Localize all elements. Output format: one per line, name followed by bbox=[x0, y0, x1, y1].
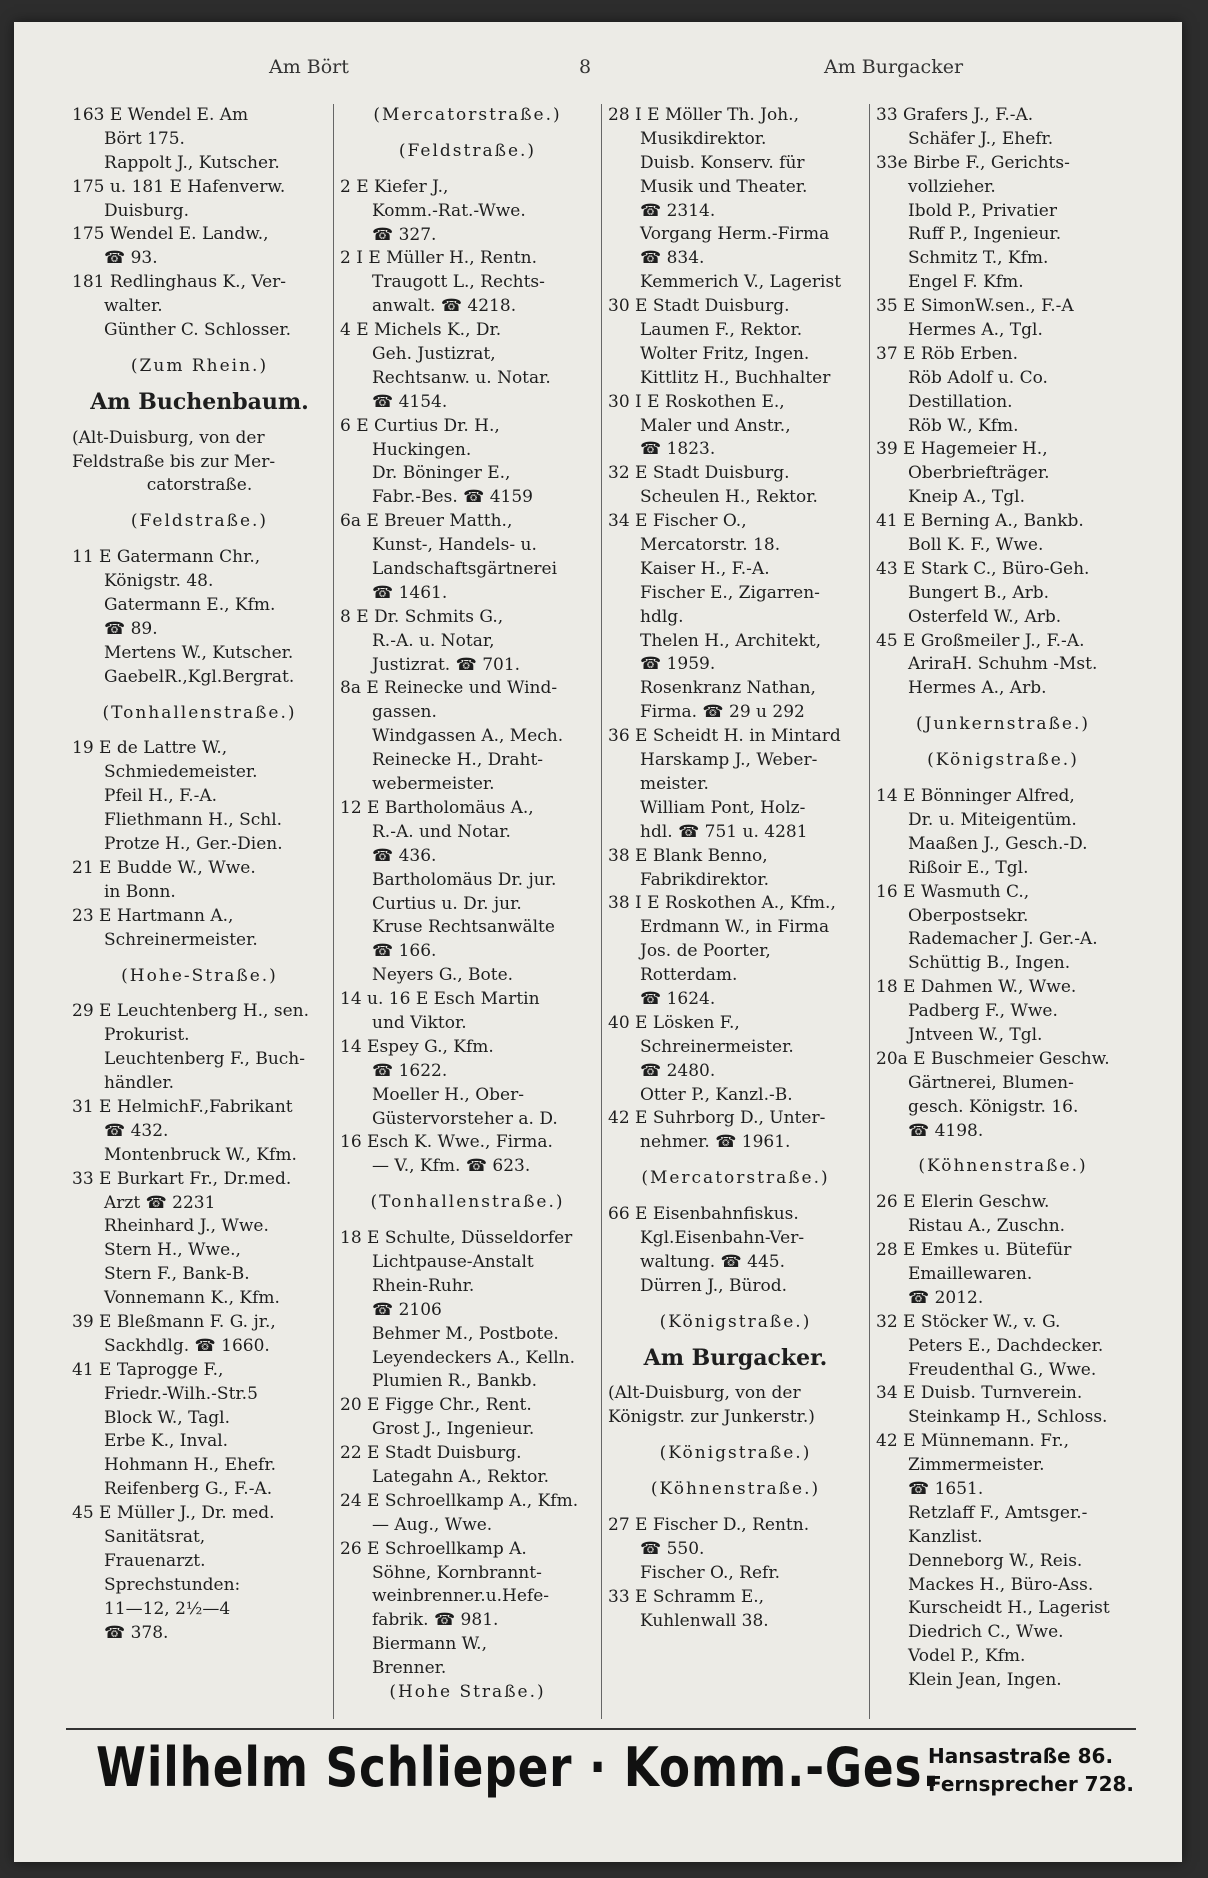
directory-line: Zimmermeister. bbox=[908, 1455, 1045, 1476]
spacer bbox=[608, 1299, 863, 1311]
directory-line: Bungert B., Arb. bbox=[908, 582, 1050, 603]
spacer bbox=[340, 1215, 595, 1227]
directory-line: Rhein-Ruhr. bbox=[372, 1275, 475, 1296]
spacer bbox=[876, 773, 1130, 785]
directory-line: Rechtsanw. u. Notar. bbox=[372, 367, 551, 388]
directory-line: Günther C. Schlosser. bbox=[104, 320, 292, 341]
directory-line: ☎ 166. bbox=[372, 941, 437, 962]
directory-line: AriraH. Schuhm -Mst. bbox=[908, 654, 1098, 675]
directory-line: ☎ 1651. bbox=[908, 1478, 984, 1499]
advertiser-contact bbox=[928, 1742, 1134, 1798]
directory-line: Duisburg. bbox=[104, 200, 189, 221]
directory-line: (Königstraße.) bbox=[927, 750, 1079, 771]
directory-line: (Tonhallenstraße.) bbox=[102, 702, 297, 723]
directory-line: Bört 175. bbox=[104, 128, 185, 149]
directory-line: Freudenthal G., Wwe. bbox=[908, 1359, 1097, 1380]
directory-line: 2 I E Müller H., Rentn. bbox=[340, 248, 538, 269]
directory-line: Traugott L., Rechts- bbox=[372, 272, 545, 293]
directory-line: Behmer M., Postbote. bbox=[372, 1323, 559, 1344]
spacer bbox=[340, 1179, 595, 1191]
spacer bbox=[72, 534, 327, 546]
directory-line: Fabr.-Bes. ☎ 4159 bbox=[372, 487, 533, 508]
directory-line: William Pont, Holz- bbox=[640, 797, 806, 818]
directory-line: 4 E Michels K., Dr. bbox=[340, 320, 502, 341]
directory-line: ☎ 2314. bbox=[640, 200, 716, 221]
directory-line: Schäfer J., Ehefr. bbox=[908, 128, 1054, 149]
directory-line: (Köhnenstraße.) bbox=[650, 1479, 821, 1500]
directory-line: Diedrich C., Wwe. bbox=[908, 1622, 1064, 1643]
directory-line: Schmitz T., Kfm. bbox=[908, 248, 1049, 269]
directory-line: Kunst-, Handels- u. bbox=[372, 535, 537, 556]
directory-line: gassen. bbox=[372, 702, 437, 723]
directory-line: ☎ 1823. bbox=[640, 439, 716, 460]
spacer bbox=[608, 1502, 863, 1514]
directory-line: ☎ 2106 bbox=[372, 1299, 442, 1320]
directory-line: Rappolt J., Kutscher. bbox=[104, 152, 280, 173]
spacer bbox=[608, 1191, 863, 1203]
directory-line: Lategahn A., Rektor. bbox=[372, 1466, 550, 1487]
directory-line: (Junkernstraße.) bbox=[915, 714, 1091, 735]
directory-line: Otter P., Kanzl.-B. bbox=[640, 1084, 793, 1105]
directory-line: R.-A. u. Notar, bbox=[372, 630, 495, 651]
directory-line: Hermes A., Tgl. bbox=[908, 320, 1043, 341]
footer-rule bbox=[66, 1728, 1136, 1730]
directory-line: meister. bbox=[640, 773, 709, 794]
directory-line: in Bonn. bbox=[104, 881, 176, 902]
directory-line: Steinkamp H., Schloss. bbox=[908, 1407, 1108, 1428]
directory-line: 38 I E Roskothen A., Kfm., bbox=[608, 893, 836, 914]
directory-line: Dürren J., Bürod. bbox=[640, 1275, 788, 1296]
directory-line: Geh. Justizrat, bbox=[372, 344, 496, 365]
directory-line: 11—12, 2½—4 bbox=[104, 1598, 231, 1619]
directory-line: catorstraße. bbox=[146, 475, 253, 496]
directory-line: 26 E Elerin Geschw. bbox=[876, 1192, 1050, 1213]
directory-line: webermeister. bbox=[372, 774, 495, 795]
directory-line: Erdmann W., in Firma bbox=[640, 917, 830, 938]
directory-line: Osterfeld W., Arb. bbox=[908, 606, 1062, 627]
directory-line: Mackes H., Büro-Ass. bbox=[908, 1574, 1094, 1595]
directory-line: 42 E Münnemann. Fr., bbox=[876, 1431, 1069, 1452]
spacer bbox=[72, 415, 327, 427]
directory-line: 14 u. 16 E Esch Martin bbox=[340, 989, 540, 1010]
directory-line: Reinecke H., Draht- bbox=[372, 750, 544, 771]
spacer bbox=[876, 701, 1130, 713]
directory-line: 8a E Reinecke und Wind- bbox=[340, 678, 558, 699]
directory-line: (Mercatorstraße.) bbox=[373, 105, 562, 125]
directory-line: Schreinermeister. bbox=[640, 1036, 794, 1057]
directory-line: Schüttig B., Ingen. bbox=[908, 953, 1071, 974]
directory-line: 18 E Dahmen W., Wwe. bbox=[876, 977, 1077, 998]
directory-line: Ibold P., Privatier bbox=[908, 200, 1057, 221]
directory-line: 163 E Wendel E. Am bbox=[72, 105, 249, 125]
header-right: Am Burgacker bbox=[824, 56, 964, 78]
spacer bbox=[876, 737, 1130, 749]
directory-line: 26 E Schroellkamp A. bbox=[340, 1538, 527, 1559]
directory-line: 45 E Großmeiler J., F.-A. bbox=[876, 630, 1085, 651]
directory-line: weinbrenner.u.Hefe- bbox=[372, 1586, 550, 1607]
directory-line: Güstervorsteher a. D. bbox=[372, 1108, 558, 1129]
directory-line: Kgl.Eisenbahn-Ver- bbox=[640, 1227, 805, 1248]
directory-line: Königstr. zur Junkerstr.) bbox=[608, 1407, 815, 1428]
directory-line: Röb Adolf u. Co. bbox=[908, 367, 1048, 388]
spacer bbox=[876, 1179, 1130, 1191]
directory-line: (Köhnenstraße.) bbox=[918, 1156, 1088, 1177]
spacer bbox=[608, 1155, 863, 1167]
directory-line: 33 E Schramm E., bbox=[608, 1586, 765, 1607]
directory-line: ☎ 89. bbox=[104, 618, 158, 639]
directory-line: Prokurist. bbox=[104, 1025, 190, 1046]
directory-line: ☎ 1461. bbox=[372, 582, 448, 603]
directory-line: Ruff P., Ingenieur. bbox=[908, 224, 1062, 245]
directory-line: 43 E Stark C., Büro-Geh. bbox=[876, 558, 1090, 579]
directory-line: 14 Espey G., Kfm. bbox=[340, 1036, 494, 1057]
directory-line: Gatermann E., Kfm. bbox=[104, 595, 276, 616]
directory-line: Grost J., Ingenieur. bbox=[372, 1419, 535, 1440]
directory-line: 20 E Figge Chr., Rent. bbox=[340, 1395, 532, 1416]
directory-line: Maaßen J., Gesch.-D. bbox=[908, 833, 1088, 854]
spacer bbox=[72, 343, 327, 355]
advertiser-brand: Wilhelm Schlieper · Komm.-Ges. bbox=[96, 1736, 941, 1799]
directory-line: waltung. ☎ 445. bbox=[640, 1251, 785, 1272]
directory-line: 33 E Burkart Fr., Dr.med. bbox=[72, 1168, 292, 1189]
directory-line: Friedr.-Wilh.-Str.5 bbox=[104, 1383, 258, 1404]
directory-line: 24 E Schroellkamp A., Kfm. bbox=[340, 1490, 579, 1511]
directory-line: Rißoir E., Tgl. bbox=[908, 857, 1029, 878]
directory-line: Vonnemann K., Kfm. bbox=[104, 1288, 280, 1309]
directory-line: Scheulen H., Rektor. bbox=[640, 487, 818, 508]
directory-line: Hohmann H., Ehefr. bbox=[104, 1455, 276, 1476]
directory-line: (Feldstraße.) bbox=[130, 511, 269, 532]
directory-line: 21 E Budde W., Wwe. bbox=[72, 857, 256, 878]
directory-line: Protze H., Ger.-Dien. bbox=[104, 834, 283, 855]
directory-line: (Hohe-Straße.) bbox=[121, 965, 278, 986]
directory-line: ☎ 1959. bbox=[640, 654, 716, 675]
directory-line: Sanitätsrat, bbox=[104, 1526, 206, 1547]
directory-line: Mertens W., Kutscher. bbox=[104, 642, 294, 663]
directory-line: Schreinermeister. bbox=[104, 929, 258, 950]
directory-line: Rotterdam. bbox=[640, 965, 738, 986]
directory-line: hdlg. bbox=[640, 606, 684, 627]
directory-line: Lichtpause-Anstalt bbox=[372, 1251, 534, 1272]
directory-line: Oberpostsekr. bbox=[908, 905, 1029, 926]
directory-line: Landschaftsgärtnerei bbox=[372, 559, 558, 580]
directory-line: (Alt-Duisburg, von der bbox=[72, 427, 265, 448]
directory-line: Feldstraße bis zur Mer- bbox=[72, 451, 276, 472]
directory-line: Arzt ☎ 2231 bbox=[104, 1192, 216, 1213]
directory-line: Fischer O., Refr. bbox=[640, 1562, 780, 1583]
directory-line: Ristau A., Zuschn. bbox=[908, 1216, 1066, 1237]
directory-line: Jntveen W., Tgl. bbox=[908, 1024, 1043, 1045]
directory-line: 31 E HelmichF.,Fabrikant bbox=[72, 1096, 293, 1117]
directory-line: Mercatorstr. 18. bbox=[640, 535, 781, 556]
spacer bbox=[72, 498, 327, 510]
directory-line: Vodel P., Kfm. bbox=[908, 1646, 1026, 1667]
directory-line: Justizrat. ☎ 701. bbox=[372, 654, 521, 675]
directory-line: Erbe K., Inval. bbox=[104, 1431, 229, 1452]
address-columns bbox=[66, 104, 1136, 1719]
directory-line: Königstr. 48. bbox=[104, 571, 214, 592]
directory-line: ☎ 2012. bbox=[908, 1287, 984, 1308]
directory-line: 33 Grafers J., F.-A. bbox=[876, 105, 1034, 125]
column-2 bbox=[334, 104, 602, 1719]
directory-line: Denneborg W., Reis. bbox=[908, 1550, 1083, 1571]
directory-line: Maler und Anstr., bbox=[640, 415, 791, 436]
directory-line: Block W., Tagl. bbox=[104, 1407, 230, 1428]
spacer bbox=[72, 953, 327, 965]
column-4 bbox=[870, 104, 1136, 1719]
directory-line: Komm.-Rat.-Wwe. bbox=[372, 200, 526, 221]
directory-line: 30 E Stadt Duisburg. bbox=[608, 296, 790, 317]
spacer bbox=[340, 128, 595, 140]
directory-line: 41 E Taprogge F., bbox=[72, 1359, 224, 1380]
directory-line: vollzieher. bbox=[908, 176, 996, 197]
directory-line: 8 E Dr. Schmits G., bbox=[340, 606, 504, 627]
directory-line: Kemmerich V., Lagerist bbox=[640, 272, 842, 293]
directory-line: 28 E Emkes u. Bütefür bbox=[876, 1240, 1072, 1261]
directory-line: 36 E Scheidt H. in Mintard bbox=[608, 726, 841, 747]
directory-line: 32 E Stadt Duisburg. bbox=[608, 463, 790, 484]
directory-line: Curtius u. Dr. jur. bbox=[372, 893, 522, 914]
directory-line: Stern F., Bank-B. bbox=[104, 1264, 250, 1285]
street-heading: Am Buchenbaum. bbox=[90, 388, 309, 415]
directory-line: Padberg F., Wwe. bbox=[908, 1001, 1058, 1022]
directory-line: 14 E Bönninger Alfred, bbox=[876, 786, 1075, 807]
spacer bbox=[72, 690, 327, 702]
directory-line: Kruse Rechtsanwälte bbox=[372, 917, 555, 938]
column-3 bbox=[602, 104, 870, 1719]
directory-line: fabrik. ☎ 981. bbox=[372, 1610, 499, 1631]
directory-line: ☎ 378. bbox=[104, 1622, 169, 1643]
directory-line: ☎ 4154. bbox=[372, 391, 448, 412]
directory-line: Laumen F., Rektor. bbox=[640, 320, 803, 341]
directory-line: händler. bbox=[104, 1073, 175, 1094]
advertisement-footer bbox=[66, 1734, 1136, 1830]
directory-line: Neyers G., Bote. bbox=[372, 965, 514, 986]
directory-line: Söhne, Kornbrannt- bbox=[372, 1562, 542, 1583]
directory-line: Dr. u. Miteigentüm. bbox=[908, 809, 1077, 830]
spacer bbox=[876, 1143, 1130, 1155]
directory-line: Kneip A., Tgl. bbox=[908, 487, 1025, 508]
directory-line: Boll K. F., Wwe. bbox=[908, 535, 1044, 556]
directory-line: 16 Esch K. Wwe., Firma. bbox=[340, 1132, 553, 1153]
directory-line: Engel F. Kfm. bbox=[908, 272, 1024, 293]
directory-line: 45 E Müller J., Dr. med. bbox=[72, 1503, 275, 1524]
directory-line: Rosenkranz Nathan, bbox=[640, 678, 816, 699]
directory-line: 175 Wendel E. Landw., bbox=[72, 224, 269, 245]
directory-line: 66 E Eisenbahnfiskus. bbox=[608, 1204, 799, 1225]
directory-line: Leyendeckers A., Kelln. bbox=[372, 1347, 576, 1368]
directory-line: 33e Birbe F., Gerichts- bbox=[876, 152, 1070, 173]
directory-line: (Alt-Duisburg, von der bbox=[608, 1383, 801, 1404]
directory-line: Fischer E., Zigarren- bbox=[640, 582, 820, 603]
directory-line: — Aug., Wwe. bbox=[372, 1514, 493, 1535]
street-heading: Am Burgacker. bbox=[643, 1344, 828, 1371]
directory-line: 29 E Leuchtenberg H., sen. bbox=[72, 1001, 309, 1022]
directory-line: Musik und Theater. bbox=[640, 176, 808, 197]
directory-line: 22 E Stadt Duisburg. bbox=[340, 1443, 522, 1464]
directory-line: Wolter Fritz, Ingen. bbox=[640, 343, 810, 364]
directory-line: Klein Jean, Ingen. bbox=[908, 1670, 1062, 1691]
directory-line: Moeller H., Ober- bbox=[372, 1084, 524, 1105]
directory-line: und Viktor. bbox=[372, 1012, 467, 1033]
directory-line: 175 u. 181 E Hafenverw. bbox=[72, 176, 286, 197]
directory-line: Duisb. Konserv. für bbox=[640, 152, 805, 173]
directory-line: 19 E de Lattre W., bbox=[72, 738, 228, 759]
directory-line: Retzlaff F., Amtsger.- bbox=[908, 1502, 1088, 1523]
directory-line: Kanzlist. bbox=[908, 1526, 983, 1547]
directory-line: 32 E Stöcker W., v. G. bbox=[876, 1311, 1061, 1332]
directory-line: Harskamp J., Weber- bbox=[640, 750, 818, 771]
directory-line: Peters E., Dachdecker. bbox=[908, 1335, 1104, 1356]
directory-line: Biermann W., bbox=[372, 1634, 487, 1655]
directory-line: 40 E Lösken F., bbox=[608, 1012, 740, 1033]
directory-line: 18 E Schulte, Düsseldorfer bbox=[340, 1228, 573, 1249]
directory-line: ☎ 436. bbox=[372, 845, 437, 866]
directory-line: Musikdirektor. bbox=[640, 128, 767, 149]
directory-line: ☎ 327. bbox=[372, 224, 437, 245]
directory-line: 12 E Bartholomäus A., bbox=[340, 797, 534, 818]
directory-line: Windgassen A., Mech. bbox=[372, 726, 564, 747]
header-left: Am Bört bbox=[269, 56, 349, 78]
directory-line: ☎ 1624. bbox=[640, 988, 716, 1009]
directory-line: Oberbriefträger. bbox=[908, 463, 1050, 484]
directory-line: R.-A. und Notar. bbox=[372, 821, 511, 842]
directory-line: Fliethmann H., Schl. bbox=[104, 810, 283, 831]
directory-line: Kuhlenwall 38. bbox=[640, 1610, 769, 1631]
directory-line: 42 E Suhrborg D., Unter- bbox=[608, 1108, 826, 1129]
directory-line: Hermes A., Arb. bbox=[908, 678, 1047, 699]
directory-line: 37 E Röb Erben. bbox=[876, 343, 1019, 364]
directory-line: Destillation. bbox=[908, 391, 1013, 412]
directory-line: (Tonhallenstraße.) bbox=[370, 1192, 565, 1213]
directory-line: ☎ 93. bbox=[104, 248, 158, 269]
directory-line: (Mercatorstraße.) bbox=[641, 1168, 830, 1189]
directory-line: 30 I E Roskothen E., bbox=[608, 391, 785, 412]
directory-line: Thelen H., Architekt, bbox=[640, 630, 821, 651]
directory-line: Rademacher J. Ger.-A. bbox=[908, 929, 1098, 950]
directory-line: Fabrikdirektor. bbox=[640, 869, 770, 890]
directory-line: Kurscheidt H., Lagerist bbox=[908, 1598, 1110, 1619]
directory-line: GaebelR.,Kgl.Bergrat. bbox=[104, 666, 295, 687]
spacer bbox=[608, 1430, 863, 1442]
directory-line: (Zum Rhein.) bbox=[130, 355, 269, 376]
directory-line: Röb W., Kfm. bbox=[908, 415, 1019, 436]
directory-page bbox=[14, 22, 1182, 1862]
directory-line: 20a E Buschmeier Geschw. bbox=[876, 1048, 1110, 1069]
directory-line: Schmiedemeister. bbox=[104, 762, 258, 783]
directory-line: Emaillewaren. bbox=[908, 1263, 1033, 1284]
directory-line: Rheinhard J., Wwe. bbox=[104, 1216, 269, 1237]
directory-line: 39 E Hagemeier H., bbox=[876, 439, 1048, 460]
directory-line: Huckingen. bbox=[372, 439, 472, 460]
spacer bbox=[72, 988, 327, 1000]
page-number: 8 bbox=[579, 56, 592, 78]
directory-line: 34 E Duisb. Turnverein. bbox=[876, 1383, 1083, 1404]
directory-line: Frauenarzt. bbox=[104, 1550, 206, 1571]
advertiser-address: Hansastraße 86. bbox=[928, 1744, 1114, 1768]
directory-line: Stern H., Wwe., bbox=[104, 1240, 241, 1261]
directory-line: (Hohe Straße.) bbox=[389, 1682, 546, 1702]
directory-line: Sprechstunden: bbox=[104, 1574, 241, 1595]
directory-line: 35 E SimonW.sen., F.-A bbox=[876, 296, 1074, 317]
directory-line: Pfeil H., F.-A. bbox=[104, 786, 218, 807]
directory-line: walter. bbox=[104, 296, 163, 317]
directory-line: — V., Kfm. ☎ 623. bbox=[372, 1156, 531, 1177]
directory-line: (Königstraße.) bbox=[659, 1311, 812, 1332]
directory-line: 39 E Bleßmann F. G. jr., bbox=[72, 1311, 276, 1332]
directory-line: 181 Redlinghaus K., Ver- bbox=[72, 272, 287, 293]
directory-line: ☎ 4198. bbox=[908, 1120, 984, 1141]
directory-line: 2 E Kiefer J., bbox=[340, 176, 449, 197]
column-1 bbox=[66, 104, 334, 1719]
directory-line: Plumien R., Bankb. bbox=[372, 1371, 537, 1392]
directory-line: 38 E Blank Benno, bbox=[608, 845, 768, 866]
directory-line: Bartholomäus Dr. jur. bbox=[372, 869, 557, 890]
directory-line: gesch. Königstr. 16. bbox=[908, 1096, 1079, 1117]
directory-line: 23 E Hartmann A., bbox=[72, 905, 234, 926]
directory-line: ☎ 550. bbox=[640, 1538, 705, 1559]
directory-line: 11 E Gatermann Chr., bbox=[72, 547, 261, 568]
directory-line: anwalt. ☎ 4218. bbox=[372, 296, 517, 317]
directory-line: 6a E Breuer Matth., bbox=[340, 511, 513, 532]
directory-line: Montenbruck W., Kfm. bbox=[104, 1144, 297, 1165]
directory-line: Kaiser H., F.-A. bbox=[640, 558, 770, 579]
directory-line: ☎ 1622. bbox=[372, 1060, 448, 1081]
directory-line: Dr. Böninger E., bbox=[372, 463, 511, 484]
directory-line: 27 E Fischer D., Rentn. bbox=[608, 1514, 810, 1535]
directory-line: Brenner. bbox=[372, 1658, 447, 1679]
running-header bbox=[14, 56, 1182, 92]
directory-line: ☎ 432. bbox=[104, 1120, 169, 1141]
directory-line: hdl. ☎ 751 u. 4281 bbox=[640, 821, 808, 842]
directory-line: Firma. ☎ 29 u 292 bbox=[640, 702, 805, 723]
directory-line: ☎ 2480. bbox=[640, 1060, 716, 1081]
directory-line: Jos. de Poorter, bbox=[640, 941, 771, 962]
spacer bbox=[72, 725, 327, 737]
spacer bbox=[608, 1370, 863, 1382]
directory-line: 28 I E Möller Th. Joh., bbox=[608, 105, 799, 125]
spacer bbox=[340, 164, 595, 176]
directory-line: 16 E Wasmuth C., bbox=[876, 881, 1030, 902]
directory-line: nehmer. ☎ 1961. bbox=[640, 1132, 791, 1153]
directory-line: Sackhdlg. ☎ 1660. bbox=[104, 1335, 270, 1356]
directory-line: Leuchtenberg F., Buch- bbox=[104, 1049, 305, 1070]
spacer bbox=[608, 1466, 863, 1478]
directory-line: Kittlitz H., Buchhalter bbox=[640, 367, 831, 388]
advertiser-phone: Fernsprecher 728. bbox=[928, 1772, 1134, 1796]
directory-line: 41 E Berning A., Bankb. bbox=[876, 511, 1084, 532]
directory-line: ☎ 834. bbox=[640, 248, 705, 269]
directory-line: 34 E Fischer O., bbox=[608, 511, 747, 532]
directory-line: Reifenberg G., F.-A. bbox=[104, 1479, 273, 1500]
directory-line: 6 E Curtius Dr. H., bbox=[340, 415, 500, 436]
directory-line: Vorgang Herm.-Firma bbox=[640, 224, 830, 245]
directory-line: (Königstraße.) bbox=[659, 1443, 812, 1464]
directory-line: Gärtnerei, Blumen- bbox=[908, 1072, 1074, 1093]
directory-line: (Feldstraße.) bbox=[398, 140, 537, 161]
